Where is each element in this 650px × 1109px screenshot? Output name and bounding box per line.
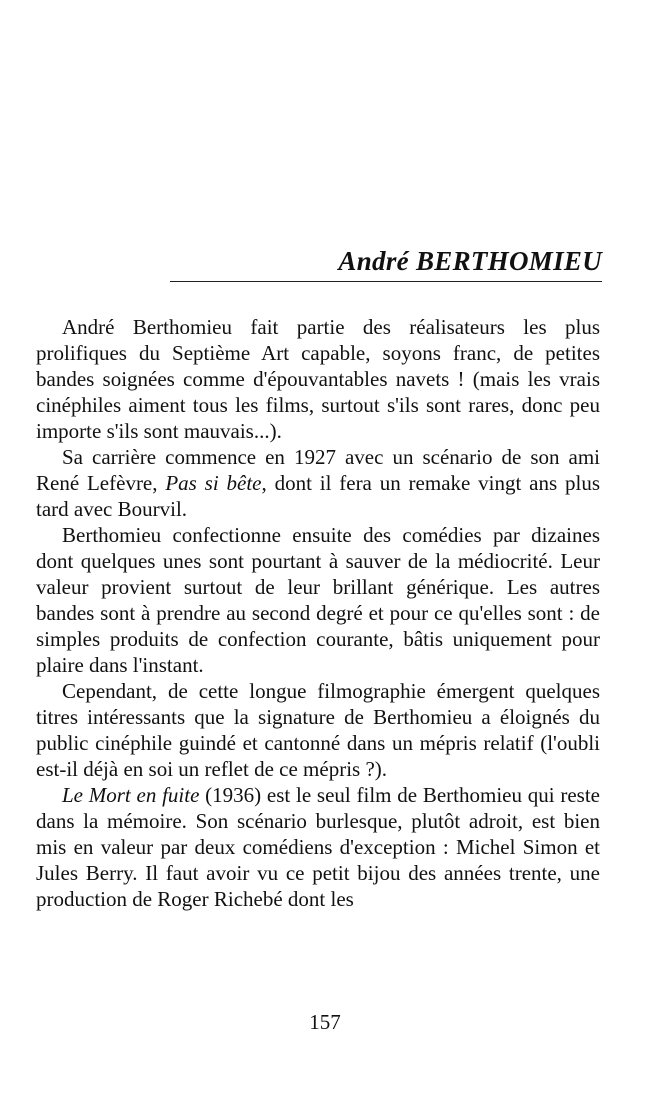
chapter-title: André BERTHOMIEU: [338, 246, 602, 276]
paragraph-2-text-before: Sa carrière commence en 1927 avec un scénario de son ami René Lefèvre,: [36, 445, 600, 495]
paragraph-5-text-after: (1936) est le seul film de Berthomieu qui reste dans la mémoire. Son scénario burlesque, plutôt adroit, est bien mis en valeur par deux comédiens d'exception : Michel Simon et Jules Berry. Il faut avoir vu ce petit bijou des années trente, une production de Roger Richebé dont les: [36, 783, 600, 911]
page-number: 157: [309, 1010, 341, 1034]
paragraph-4-text: Cependant, de cette longue filmographie émergent quelques titres intéressants que la signature de Berthomieu a éloignés du public cinéphile guindé et cantonné dans un mépris relatif (l'oubli est-il déjà en soi un reflet de ce mépris ?).: [36, 679, 600, 781]
film-title-pas-si-bete: Pas si bête: [165, 471, 262, 495]
paragraph-4: [36, 678, 600, 782]
title-underline: [170, 281, 602, 282]
paragraph-2: [36, 444, 600, 522]
paragraph-1-text: André Berthomieu fait partie des réalisateurs les plus prolifiques du Septième Art capable, soyons franc, de petites bandes soignées comme d'épouvantables navets ! (mais les vrais cinéphiles aiment tous les films, surtout s'ils sont rares, donc peu importe s'ils sont mauvais...).: [36, 315, 600, 443]
paragraph-1: [36, 314, 600, 444]
paragraph-3: [36, 522, 600, 678]
paragraph-5: [36, 782, 600, 912]
body-text: [36, 314, 600, 912]
film-title-le-mort-en-fuite: Le Mort en fuite: [62, 783, 200, 807]
paragraph-3-text: Berthomieu confectionne ensuite des comédies par dizaines dont quelques unes sont pourtant à sauver de la médiocrité. Leur valeur provient surtout de leur brillant générique. Les autres bandes sont à prendre au second degré et pour ce qu'elles sont : de simples produits de confection courante, bâtis uniquement pour plaire dans l'instant.: [36, 523, 600, 677]
paragraph-2-text-after: , dont il fera un remake vingt ans plus tard avec Bourvil.: [36, 471, 600, 521]
